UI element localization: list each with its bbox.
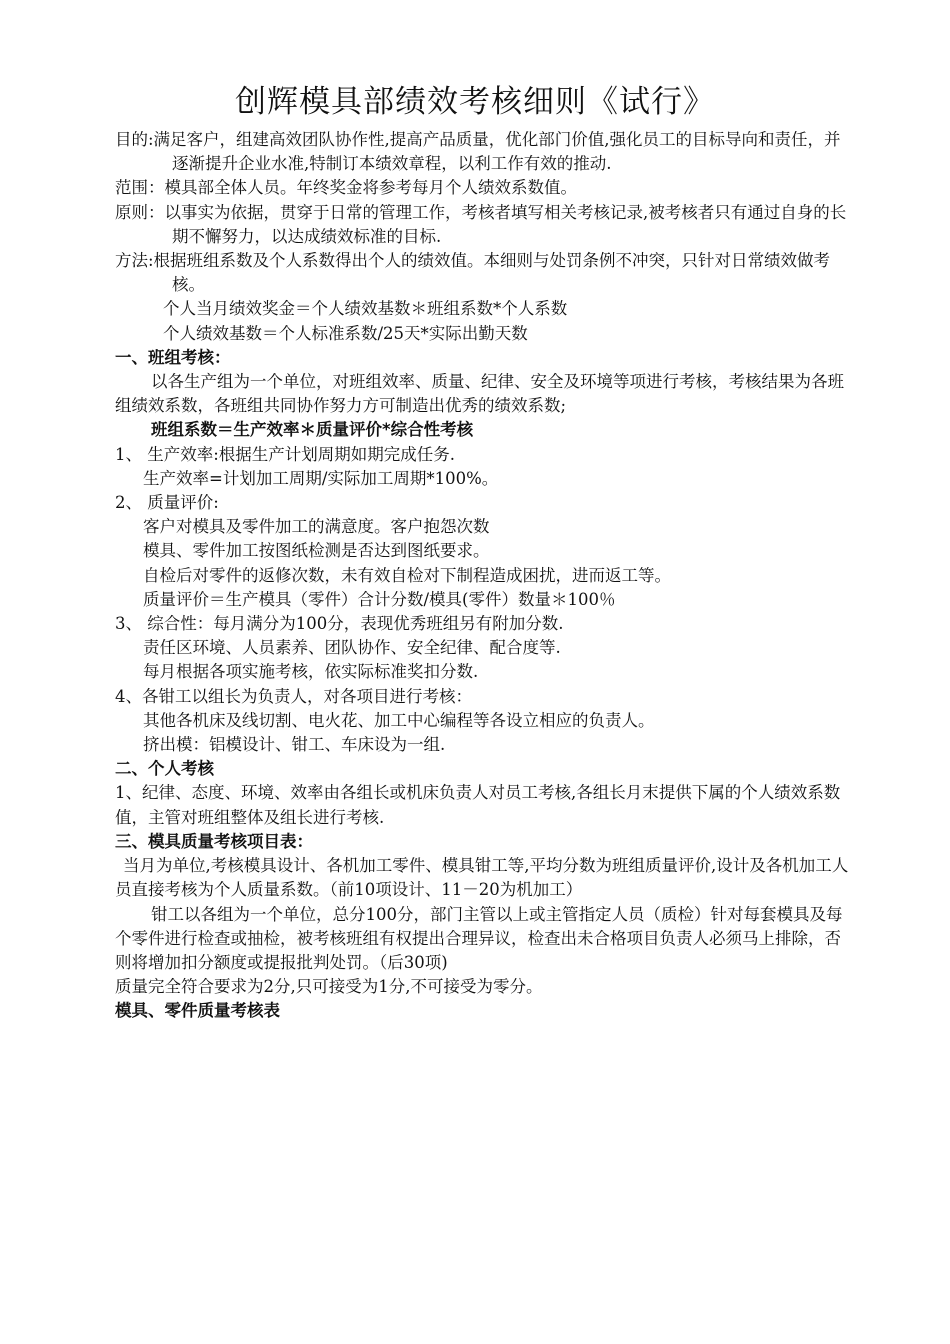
section2-text: 1、纪律、态度、环境、效率由各组长或机床负责人对员工考核,各组长月末提供下属的个人绩效系数值，主管对班组整体及组长进行考核.: [115, 783, 841, 827]
item2-line2: 模具、零件加工按图纸检测是否达到图纸要求。: [143, 541, 490, 561]
method-paragraph: 方法:根据班组系数及个人系数得出个人的绩效值。本细则与处罚条例不冲突，只针对日常绩效做考核。: [115, 251, 831, 295]
item4-line2: 挤出模：铝模设计、钳工、车床设为一组.: [143, 735, 446, 755]
item2-text: 2、 质量评价:: [115, 493, 219, 513]
item3-line2: 每月根据各项实施考核，依实际标准奖扣分数.: [143, 662, 479, 682]
section1-intro: 以各生产组为一个单位，对班组效率、质量、纪律、安全及环境等项进行考核，考核结果为各班组绩效系数，各班组共同协作努力方可制造出优秀的绩效系数;: [115, 372, 844, 416]
document-body: [115, 128, 850, 1024]
item4-text: 4、各钳工以组长为负责人，对各项目进行考核：: [115, 686, 472, 706]
base-formula: 个人绩效基数＝个人标准系数/25天*实际出勤天数: [163, 323, 528, 343]
section3-heading: 三、模具质量考核项目表：: [115, 831, 313, 851]
item1-formula: 生产效率=计划加工周期/实际加工周期*100%。: [143, 468, 499, 488]
item2-formula: 质量评价＝生产模具（零件）合计分数/模具(零件）数量＊100％: [143, 589, 616, 609]
principle-paragraph: 原则：以事实为依据，贯穿于日常的管理工作，考核者填写相关考核记录,被考核者只有通过自身的长期不懈努力，以达成绩效标准的目标.: [115, 202, 847, 246]
bonus-formula: 个人当月绩效奖金＝个人绩效基数＊班组系数*个人系数: [163, 299, 568, 319]
purpose-paragraph: 目的:满足客户，组建高效团队协作性,提高产品质量，优化部门价值,强化员工的目标导向和责任，并逐渐提升企业水准,特制订本绩效章程，以利工作有效的推动.: [115, 130, 841, 174]
item2-line3: 自检后对零件的返修次数，未有效自检对下制程造成困扰，进而返工等。: [143, 565, 671, 585]
section3-para2: 钳工以各组为一个单位，总分100分，部门主管以上或主管指定人员（质检）针对每套模具及每个零件进行检查或抽检，被考核班组有权提出合理异议，检查出未合格项目负责人必须马上排除，否则将增加扣分额度或提报批判处罚。（后30项): [115, 904, 843, 972]
section3-para1: 当月为单位,考核模具设计、各机加工零件、模具钳工等,平均分数为班组质量评价,设计及各机加工人员直接考核为个人质量系数。（前10项设计、11－20为机加工）: [115, 856, 849, 900]
item1-text: 1、 生产效率:根据生产计划周期如期完成任务.: [115, 444, 456, 464]
section2-heading: 二、个人考核: [115, 759, 214, 779]
section1-formula: 班组系数＝生产效率＊质量评价*综合性考核: [151, 420, 474, 440]
section3-para3: 质量完全符合要求为2分,只可接受为1分,不可接受为零分。: [115, 977, 543, 997]
scope-paragraph: 范围：模具部全体人员。年终奖金将参考每月个人绩效系数值。: [115, 178, 577, 198]
item3-text: 3、 综合性：每月满分为100分，表现优秀班组另有附加分数.: [115, 614, 564, 634]
item3-line1: 责任区环境、人员素养、团队协作、安全纪律、配合度等.: [143, 638, 561, 658]
item2-line1: 客户对模具及零件加工的满意度。客户抱怨次数: [143, 517, 490, 537]
item4-line1: 其他各机床及线切割、电火花、加工中心编程等各设立相应的负责人。: [143, 710, 655, 730]
section1-heading: 一、班组考核：: [115, 347, 231, 367]
document-title: 创辉模具部绩效考核细则《试行》: [235, 84, 715, 120]
table-heading: 模具、零件质量考核表: [115, 1001, 280, 1021]
